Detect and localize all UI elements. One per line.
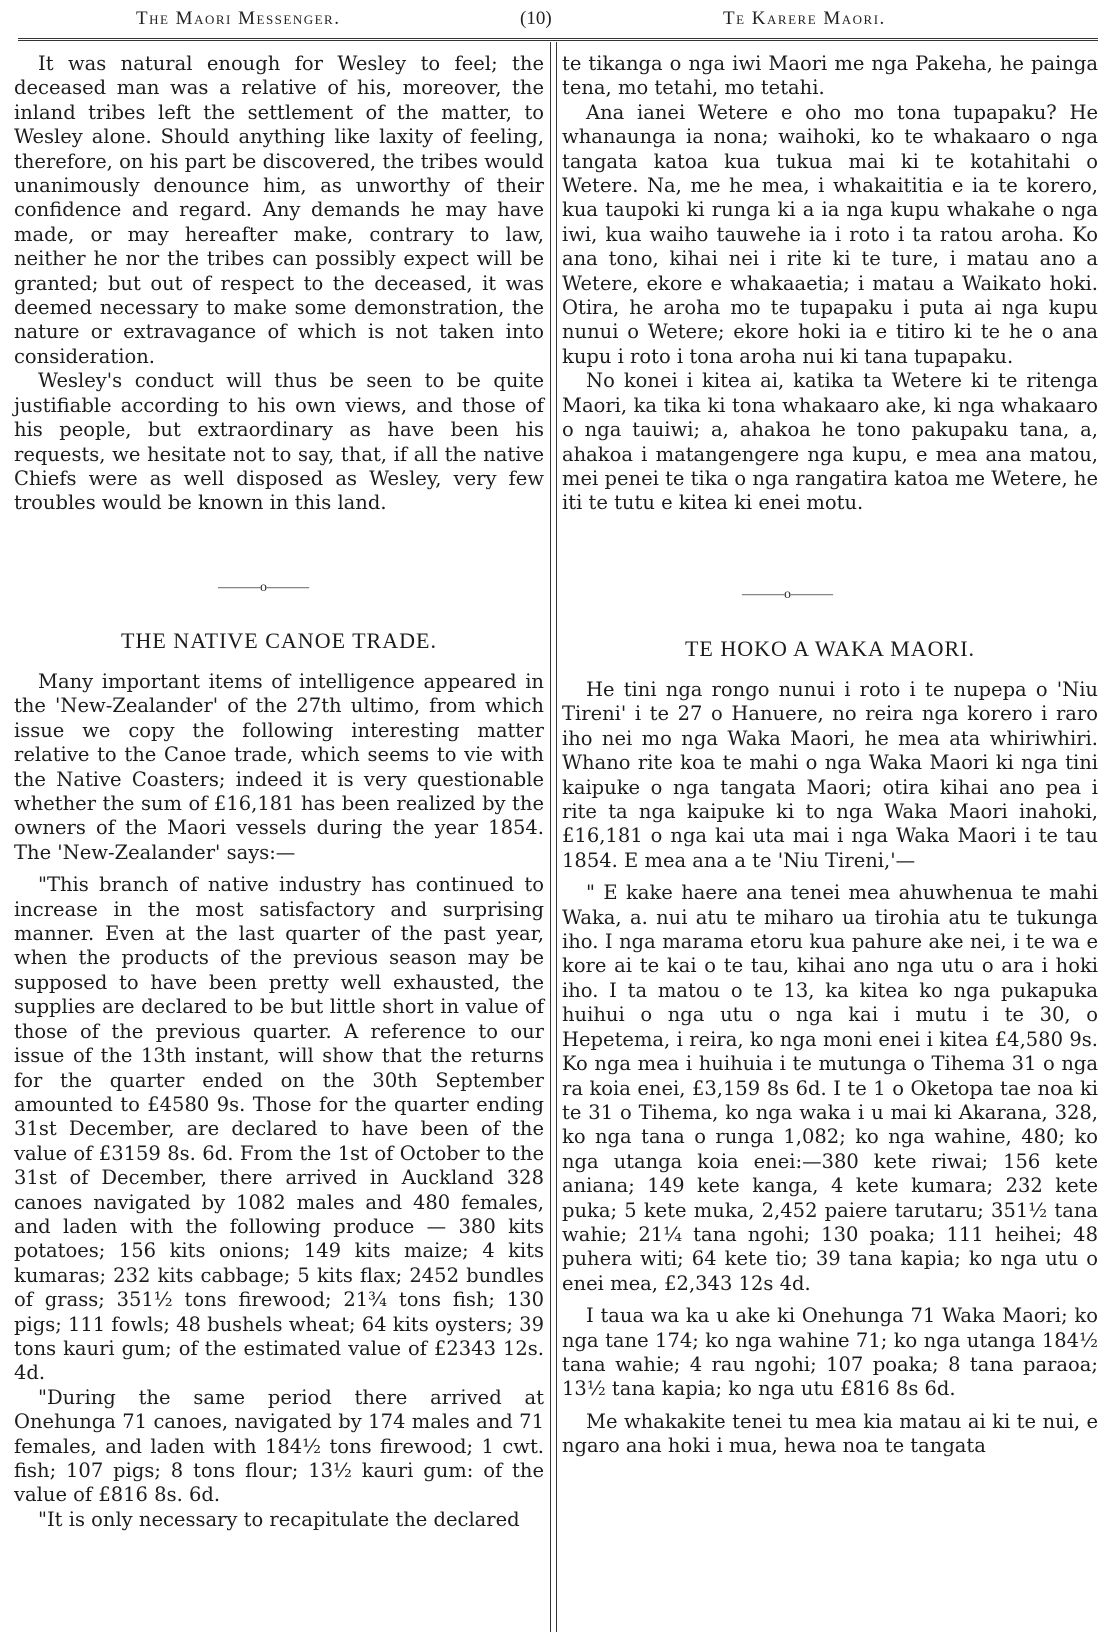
- header-page-number: (10): [520, 8, 552, 29]
- maori-paragraph: te tikanga o nga iwi Maori me nga Pakeha, he painga tena, mo tetahi, mo tetahi.: [562, 52, 1098, 100]
- header-maori-title: Te Karere Maori.: [723, 8, 886, 29]
- english-article-body: [14, 670, 544, 1532]
- english-paragraph: Many important items of intelligence appeared in the 'New-Zealander' of the 27th ultimo, from which issue we copy the following interesting matter relative to the Canoe trade, which seems to vie with the Native Coasters; indeed it is very questionable whether the sum of £16,181 has been realized by the owners of the Maori vessels during the year 1854. The 'New-Zealander' says:—: [14, 670, 544, 864]
- english-column: [14, 52, 544, 516]
- english-paragraph: Wesley's conduct will thus be seen to be quite justifiable according to his own views, and those of his people, but extraordinary as have been his requests, we hesitate not to say, that, if all the native Chiefs were as well disposed as Wesley, very few troubles would be known in this land.: [14, 369, 544, 515]
- english-paragraph: "It is only necessary to recapitulate the declared: [38, 1507, 520, 1531]
- maori-paragraph: Me whakakite tenei tu mea kia matau ai ki te nui, e ngaro ana hoki i mua, hewa noa te tangata: [562, 1409, 1098, 1458]
- maori-column: [562, 52, 1098, 516]
- section-separator: ———o———: [742, 587, 833, 602]
- section-separator: ———o———: [218, 580, 309, 595]
- maori-paragraph: " E kake haere ana tenei mea ahuwhenua te mahi Waka, a. nui atu te miharo ua tirohia atu te tukunga iho. I nga marama etoru kua pahure ake nei, i te wa e kore ai te kai o te tau, kihai ano nga utu o ara i hoki iho. I ta matou o te 13, ka kitea ko nga pukapuka huihui o nga utu o nga kai i mutu i te 30, o Hepetema, i reira, ko nga moni enei i kitea £4,580 9s. Ko nga mea i huihuia i te mutunga o Tihema 31 o nga ra koia enei, £3,159 8s 6d. I te 1 o Oketopa tae noa ki te 31 o Tihema, ko nga waka i u mai ki Akarana, 328, ko nga tana o runga 1,082; ko nga wahine, 480; ko nga utanga koia enei:—380 kete riwai; 156 kete aniana; 149 kete kanga, 4 kete kumara; 232 kete puka; 5 kete muka, 2,452 paiere tarutaru; 351½ tana wahie; 21¼ tana ngohi; 130 poaka; 111 heihei; 48 puhera witi; 64 kete tio; 39 tana kapia; ko nga utu o enei mea, £2,343 12s 4d.: [562, 881, 1098, 1295]
- maori-paragraph: Ana ianei Wetere e oho mo tona tupapaku? He whanaunga ia nona; waihoki, ko te whakaaro o nga tangata katoa kua tukua mai ki te kotahitahi o Wetere. Na, me he mea, i whakaititia e ia te korero, kua taupoki ki runga ki a ia nga kupu whakahe o nga iwi, kua waiho tauwehe ia i roto i ta ratou aroha. Ko ana tono, kihai nei i rite ki te ture, i matau ano a Wetere, ekore e whakaaetia; i matau a Waikato hoki. Otira, he aroha mo te tupapaku i puta ai nga kupu nunui o Wetere; ekore hoki ia e titiro ki te he o ana kupu i roto i tona aroha nui ki tana tupapaku.: [562, 100, 1098, 368]
- english-paragraph: "This branch of native industry has continued to increase in the most satisfactory and surprising manner. Even at the last quarter of the past year, when the products of the previous season may be supposed to have been pretty well exhausted, the supplies are declared to be but little short in value of those of the previous quarter. A reference to our issue of the 13th instant, will show that the returns for the quarter ended on the 30th September amounted to £4580 9s. Those for the quarter ending 31st December, are declared to have been of the value of £3159 8s. 6d. From the 1st of October to the 31st of December, there arrived in Auckland 328 canoes navigated by 1082 males and 480 females, and laden with the following produce — 380 kits potatoes; 156 kits onions; 149 kits maize; 4 kits kumaras; 232 kits cabbage; 5 kits flax; 2452 bundles of grass; 351½ tons firewood; 21¾ tons fish; 130 pigs; 111 fowls; 48 bushels wheat; 64 kits oysters; 39 tons kauri gum; of the estimated value of £2343 12s. 4d.: [14, 873, 544, 1385]
- maori-paragraph: He tini nga rongo nunui i roto i te nupepa o 'Niu Tireni' i te 27 o Hanuere, no reira nga korero i raro iho nei mo nga Waka Maori, he mea ata whiriwhiri. Whano rite koa te mahi o nga Waka Maori ki nga tini kaipuke o nga tangata Maori; otira kihai ano pea i rite ta nga kaipuke ki to nga Waka Maori inahoki, £16,181 o nga kai uta mai i nga Waka Maori i te tau 1854. E mea ana a te 'Niu Tireni,'—: [562, 678, 1098, 872]
- page-header: [18, 6, 1098, 36]
- column-divider: [550, 42, 557, 1632]
- maori-article-body: [562, 678, 1098, 1459]
- article-heading-english: THE NATIVE CANOE TRADE.: [121, 628, 437, 653]
- english-paragraph: It was natural enough for Wesley to feel; the deceased man was a relative of his, moreover, the inland tribes left the settlement of the matter, to Wesley alone. Should anything like laxity of feeling, therefore, on his part be discovered, the tribes would unanimously denounce him, as unworthy of their confidence and regard. Any demands he may have made, or may hereafter make, contrary to law, neither he nor the tribes can possibly expect will be granted; but out of respect to the deceased, it was deemed necessary to make some demonstration, the nature or extravagance of which is not taken into consideration.: [14, 52, 544, 368]
- article-heading-maori: TE HOKO A WAKA MAORI.: [684, 636, 976, 661]
- english-paragraph: "During the same period there arrived at Onehunga 71 canoes, navigated by 174 males and 71 females, and laden with 184½ tons firewood; 1 cwt. fish; 107 pigs; 8 tons flour; 13½ kauri gum: of the value of £816 8s. 6d.: [14, 1385, 544, 1507]
- header-rule: [18, 38, 1098, 41]
- maori-paragraph: No konei i kitea ai, katika ta Wetere ki te ritenga Maori, ka tika ki tona whakaaro ake, ki nga whakaaro o nga tauiwi; a, ahakoa he tono pakupaku tana, a, ahakoa i matangengere nga kupu, e mea ana matou, mei penei te tika o nga rangatira katoa me Wetere, he iti te tutu e kitea ki enei motu.: [562, 369, 1098, 515]
- header-english-title: The Maori Messenger.: [136, 8, 341, 29]
- maori-paragraph: I taua wa ka u ake ki Onehunga 71 Waka Maori; ko nga tane 174; ko nga wahine 71; ko nga utanga 184½ tana wahie; 4 rau ngohi; 107 poaka; 8 tana paraoa; 13½ tana kapia; ko nga utu £816 8s 6d.: [562, 1304, 1098, 1401]
